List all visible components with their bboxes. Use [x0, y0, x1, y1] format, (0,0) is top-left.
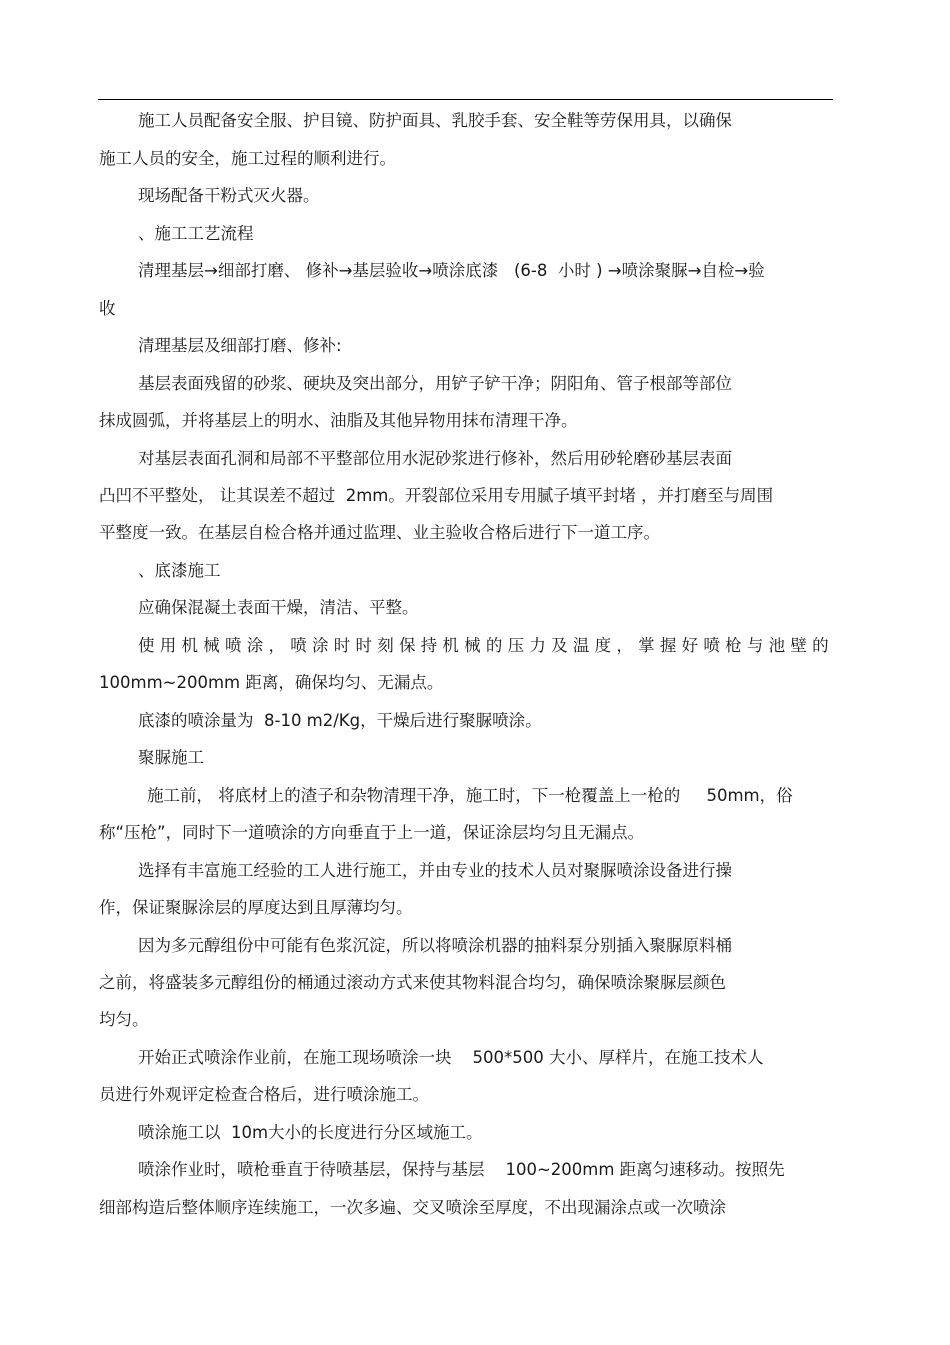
text-line: 喷涂施工以 10m大小的长度进行分区域施工。 [138, 1123, 483, 1142]
text-line: 基层表面残留的砂浆、硬块及突出部分，用铲子铲干净；阴阳角、管子根部等部位 [138, 374, 732, 393]
text-line: 因为多元醇组份中可能有色浆沉淀，所以将喷涂机器的抽料泵分别插入聚脲原料桶 [138, 936, 732, 955]
text-line: 喷涂作业时，喷枪垂直于待喷基层，保持与基层 100~200mm 距离匀速移动。按照先 [138, 1160, 785, 1179]
text-line: 对基层表面孔洞和局部不平整部位用水泥砂浆进行修补，然后用砂轮磨砂基层表面 [138, 449, 732, 468]
text-line: 施工人员的安全，施工过程的顺利进行。 [99, 149, 396, 168]
text-line: 施工前， 将底材上的渣子和杂物清理干净，施工时，下一枪覆盖上一枪的 50mm，俗 [147, 786, 793, 805]
text-line: 之前，将盛装多元醇组份的桶通过滚动方式来使其物料混合均匀，确保喷涂聚脲层颜色 [99, 973, 726, 992]
text-line: 底漆的喷涂量为 8-10 m2/Kg，干燥后进行聚脲喷涂。 [138, 711, 542, 730]
text-line: 作，保证聚脲涂层的厚度达到且厚薄均匀。 [99, 898, 413, 917]
text-line: 100mm~200mm 距离，确保均匀、无漏点。 [99, 673, 444, 692]
text-line: 凸凹不平整处， 让其误差不超过 2mm。开裂部位采用专用腻子填平封堵 ，并打磨至与周围 [99, 486, 774, 505]
text-line: 应确保混凝土表面干燥，清洁、平整。 [138, 598, 419, 617]
header-rule [98, 99, 833, 100]
text-line: 选择有丰富施工经验的工人进行施工，并由专业的技术人员对聚脲喷涂设备进行操 [138, 861, 732, 880]
text-line: 员进行外观评定检查合格后，进行喷涂施工。 [99, 1085, 429, 1104]
section-heading: 聚脲施工 [138, 748, 204, 767]
section-heading: 、底漆施工 [138, 561, 221, 580]
subsection-heading: 清理基层及细部打磨、修补: [138, 336, 342, 355]
section-heading: 、施工工艺流程 [138, 224, 254, 243]
text-line: 抹成圆弧，并将基层上的明水、油脂及其他异物用抹布清理干净。 [99, 411, 578, 430]
text-line: 现场配备干粉式灭火器。 [138, 186, 320, 205]
text-line: 细部构造后整体顺序连续施工，一次多遍、交叉喷涂至厚度，不出现漏涂点或一次喷涂 [99, 1198, 726, 1217]
text-line: 开始正式喷涂作业前，在施工现场喷涂一块 500*500 大小、厚样片，在施工技术人 [138, 1048, 764, 1067]
text-line: 清理基层→细部打磨、 修补→基层验收→喷涂底漆 (6-8 小时 ) →喷涂聚脲→自检→验 [138, 261, 765, 280]
text-line: 施工人员配备安全服、护目镜、防护面具、乳胶手套、安全鞋等劳保用具，以确保 [138, 111, 732, 130]
text-line: 收 [99, 299, 116, 318]
text-line: 使 用 机 械 喷 涂 ， 喷 涂 时 时 刻 保 持 机 械 的 压 力 及 温 度 ， 掌 握 好 喷 枪 与 池 壁 的 [138, 636, 829, 655]
text-line: 均匀。 [99, 1010, 149, 1029]
text-line: 称“压枪”，同时下一道喷涂的方向垂直于上一道，保证涂层均匀且无漏点。 [99, 823, 645, 842]
text-line: 平整度一致。在基层自检合格并通过监理、业主验收合格后进行下一道工序。 [99, 523, 660, 542]
